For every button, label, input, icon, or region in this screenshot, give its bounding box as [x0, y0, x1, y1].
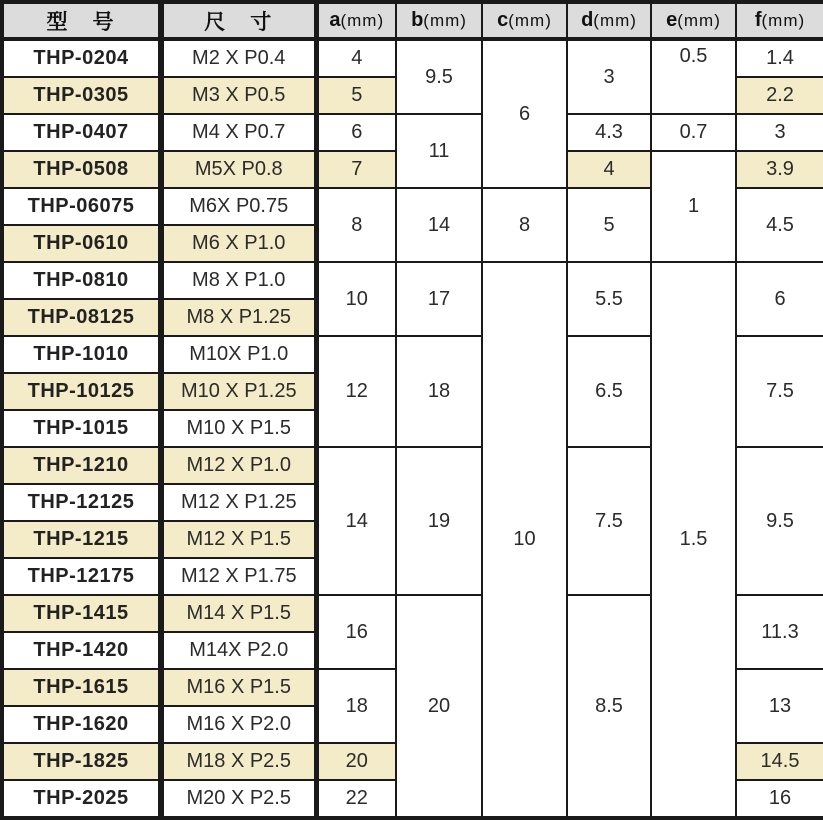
- size-cell: M2 X P0.4: [161, 39, 316, 77]
- size-cell: M18 X P2.5: [161, 743, 316, 780]
- value-cell-e: 1: [651, 151, 736, 262]
- model-cell: THP-1420: [2, 632, 161, 669]
- size-cell: M12 X P1.25: [161, 484, 316, 521]
- value-cell-a: 7: [316, 151, 396, 188]
- value-cell-d: 7.5: [567, 447, 651, 595]
- header-cell-e: [651, 2, 736, 39]
- model-cell: THP-1415: [2, 595, 161, 632]
- value-cell-a: 18: [316, 669, 396, 743]
- value-cell-a: 10: [316, 262, 396, 336]
- model-cell: THP-12175: [2, 558, 161, 595]
- size-cell: M16 X P2.0: [161, 706, 316, 743]
- size-cell: M10X P1.0: [161, 336, 316, 373]
- header-letter: f: [754, 9, 762, 31]
- value-cell-f: 9.5: [736, 447, 823, 595]
- value-cell-c: 10: [482, 262, 567, 818]
- size-cell: M10 X P1.5: [161, 410, 316, 447]
- size-cell: M8 X P1.0: [161, 262, 316, 299]
- header-label: 尺 寸: [204, 10, 274, 34]
- header-letter: c: [497, 9, 509, 31]
- model-cell: THP-1210: [2, 447, 161, 484]
- model-cell: THP-08125: [2, 299, 161, 336]
- value-cell-f: 16: [736, 780, 823, 818]
- header-cell-b: [396, 2, 482, 39]
- value-cell-f: 11.3: [736, 595, 823, 669]
- value-cell-f: 6: [736, 262, 823, 336]
- model-cell: THP-1825: [2, 743, 161, 780]
- model-cell: THP-12125: [2, 484, 161, 521]
- value-cell-a: 4: [316, 39, 396, 77]
- value-cell-b: 9.5: [396, 39, 482, 114]
- model-cell: THP-06075: [2, 188, 161, 225]
- model-cell: THP-0407: [2, 114, 161, 151]
- value-cell-d: 6.5: [567, 336, 651, 447]
- header-letter: e: [666, 9, 678, 31]
- header-cell-f: [736, 2, 823, 39]
- model-cell: THP-1015: [2, 410, 161, 447]
- value-cell-a: 8: [316, 188, 396, 262]
- value-cell-f: 3.9: [736, 151, 823, 188]
- size-cell: M6X P0.75: [161, 188, 316, 225]
- header-cell-a: [316, 2, 396, 39]
- value-cell-a: 16: [316, 595, 396, 669]
- value-cell-d: 3: [567, 39, 651, 114]
- size-cell: M20 X P2.5: [161, 780, 316, 818]
- header-unit: (mm): [593, 11, 637, 30]
- model-cell: THP-1615: [2, 669, 161, 706]
- size-cell: M14 X P1.5: [161, 595, 316, 632]
- table-row: [2, 262, 823, 299]
- size-cell: M16 X P1.5: [161, 669, 316, 706]
- size-cell: M5X P0.8: [161, 151, 316, 188]
- value-cell-b: 18: [396, 336, 482, 447]
- header-unit: (mm): [677, 11, 721, 30]
- table-body: [2, 39, 823, 818]
- value-cell-b: 19: [396, 447, 482, 595]
- size-cell: M4 X P0.7: [161, 114, 316, 151]
- model-cell: THP-0305: [2, 77, 161, 114]
- size-cell: M12 X P1.75: [161, 558, 316, 595]
- table-row: [2, 39, 823, 77]
- header-letter: a: [329, 9, 341, 31]
- value-cell-d: 4.3: [567, 114, 651, 151]
- value-cell-f: 4.5: [736, 188, 823, 262]
- value-cell-e: 1.5: [651, 262, 736, 818]
- value-cell-c: 8: [482, 188, 567, 262]
- header-row: [2, 2, 823, 39]
- value-cell-a: 6: [316, 114, 396, 151]
- model-cell: THP-0204: [2, 39, 161, 77]
- header-unit: (mm): [423, 11, 467, 30]
- value-cell-f: 3: [736, 114, 823, 151]
- model-cell: THP-1010: [2, 336, 161, 373]
- value-cell-f: 14.5: [736, 743, 823, 780]
- value-cell-a: 20: [316, 743, 396, 780]
- model-cell: THP-10125: [2, 373, 161, 410]
- value-cell-b: 20: [396, 595, 482, 818]
- model-cell: THP-0810: [2, 262, 161, 299]
- header-cell-size: [161, 2, 316, 39]
- model-cell: THP-1620: [2, 706, 161, 743]
- value-cell-d: 4: [567, 151, 651, 188]
- header-unit: (mm): [340, 11, 385, 30]
- size-cell: M6 X P1.0: [161, 225, 316, 262]
- value-cell-f: 7.5: [736, 336, 823, 447]
- header-label: 型 号: [46, 10, 116, 34]
- value-cell-d: 5.5: [567, 262, 651, 336]
- value-cell-d: 8.5: [567, 595, 651, 818]
- value-cell-f: 13: [736, 669, 823, 743]
- value-cell-f: 1.4: [736, 39, 823, 77]
- value-cell-b: 14: [396, 188, 482, 262]
- value-cell-e: 0.5: [651, 39, 736, 114]
- header-cell-model: [2, 2, 161, 39]
- size-cell: M3 X P0.5: [161, 77, 316, 114]
- model-cell: THP-0508: [2, 151, 161, 188]
- value-cell-b: 11: [396, 114, 482, 188]
- size-cell: M10 X P1.25: [161, 373, 316, 410]
- table-header: [2, 2, 823, 39]
- table-row: [2, 114, 823, 151]
- model-cell: THP-0610: [2, 225, 161, 262]
- size-cell: M14X P2.0: [161, 632, 316, 669]
- size-cell: M12 X P1.0: [161, 447, 316, 484]
- value-cell-d: 5: [567, 188, 651, 262]
- header-letter: d: [581, 9, 594, 31]
- value-cell-c: 6: [482, 39, 567, 188]
- value-cell-a: 5: [316, 77, 396, 114]
- header-cell-c: [482, 2, 567, 39]
- value-cell-a: 14: [316, 447, 396, 595]
- model-cell: THP-2025: [2, 780, 161, 818]
- value-cell-a: 12: [316, 336, 396, 447]
- size-cell: M12 X P1.5: [161, 521, 316, 558]
- header-unit: (mm): [761, 11, 806, 30]
- header-unit: (mm): [508, 11, 552, 30]
- value-cell-e: 0.7: [651, 114, 736, 151]
- model-cell: THP-1215: [2, 521, 161, 558]
- value-cell-b: 17: [396, 262, 482, 336]
- value-cell-a: 22: [316, 780, 396, 818]
- value-cell-f: 2.2: [736, 77, 823, 114]
- header-letter: b: [411, 9, 424, 31]
- header-cell-d: [567, 2, 651, 39]
- size-cell: M8 X P1.25: [161, 299, 316, 336]
